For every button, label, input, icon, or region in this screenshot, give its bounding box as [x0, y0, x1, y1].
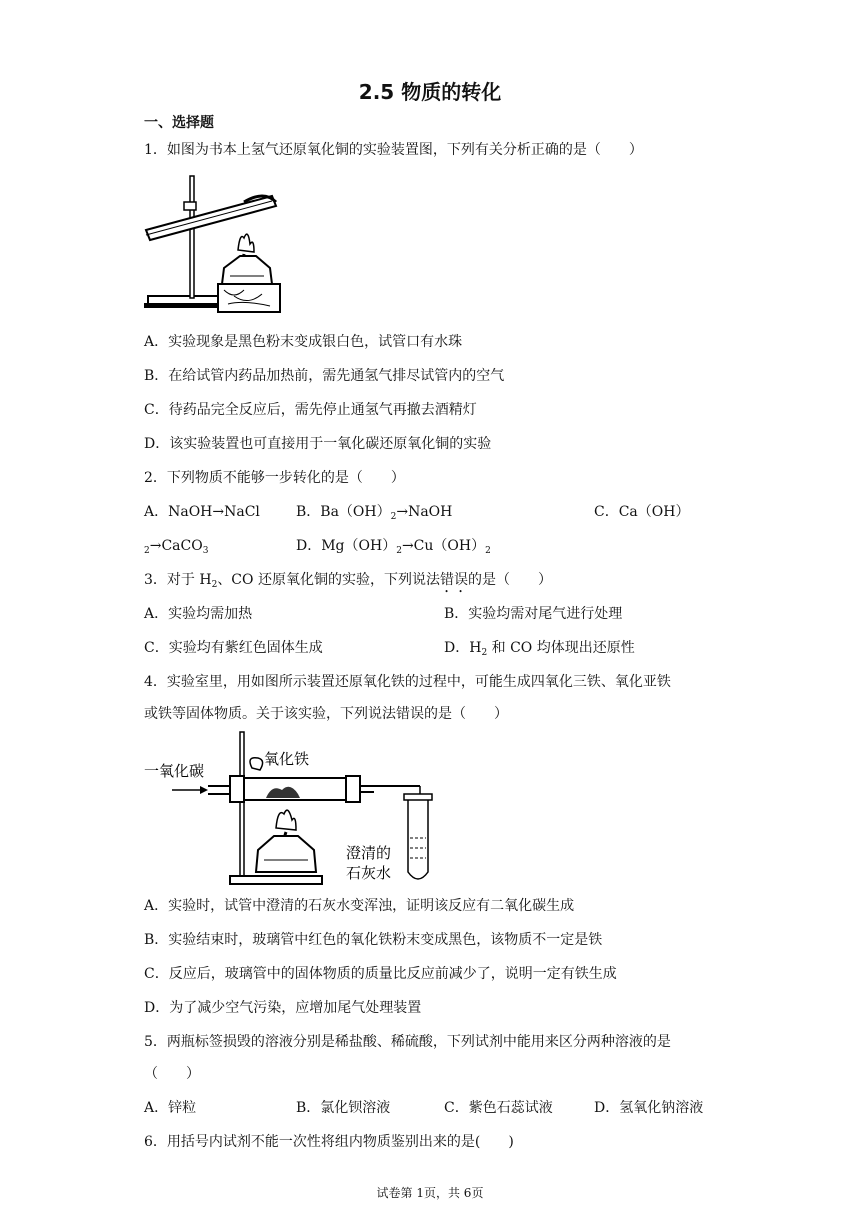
q1-stem: 1．如图为书本上氢气还原氧化铜的实验装置图，下列有关分析正确的是（ ）	[144, 142, 643, 158]
q5-stem-line2: （ ）	[144, 1066, 200, 1082]
q5-option-b: B．氯化钡溶液	[296, 1100, 391, 1116]
q4-option-b: B．实验结束时，玻璃管中红色的氧化铁粉末变成黑色，该物质不一定是铁	[144, 932, 603, 948]
q1-option-d: D．该实验装置也可直接用于一氧化碳还原氧化铜的实验	[144, 436, 492, 452]
q3-option-b: B．实验均需对尾气进行处理	[444, 606, 623, 622]
q1-option-a: A．实验现象是黑色粉末变成银白色，试管口有水珠	[144, 334, 463, 350]
label-carbon-monoxide: 一氧化碳	[144, 762, 205, 780]
q5-option-d: D．氢氧化钠溶液	[594, 1100, 704, 1116]
q6-stem: 6．用括号内试剂不能一次性将组内物质鉴别出来的是( )	[144, 1134, 514, 1150]
section-heading: 一、选择题	[144, 115, 214, 131]
q2-option-c-cont: $_2$→CaCO$_3$	[144, 538, 209, 556]
q5-stem-line1: 5．两瓶标签损毁的溶液分别是稀盐酸、稀硫酸，下列试剂中能用来区分两种溶液的是	[144, 1034, 671, 1050]
page-footer: 试卷第 1页，共 6页	[376, 1186, 484, 1200]
page-title: 2.5 物质的转化	[358, 80, 502, 104]
iron-oxide-reduction-apparatus-figure	[142, 728, 452, 888]
hydrogen-reduction-apparatus-figure	[144, 172, 294, 320]
q1-option-c: C．待药品完全反应后，需先停止通氢气再撤去酒精灯	[144, 402, 477, 418]
q3-option-a: A．实验均需加热	[144, 606, 253, 622]
q2-option-a: A．NaOH→NaCl	[144, 504, 260, 520]
q4-option-d: D．为了减少空气污染，应增加尾气处理装置	[144, 1000, 422, 1016]
q2-option-c: C．Ca（OH）	[594, 504, 690, 520]
q2-option-b: B．$Ba(OH)_2\to NaOH$	[296, 504, 453, 522]
q2-stem: 2．下列物质不能够一步转化的是（ ）	[144, 470, 405, 486]
q5-option-c: C．紫色石蕊试液	[444, 1100, 553, 1116]
q4-option-c: C．反应后，玻璃管中的固体物质的质量比反应前减少了，说明一定有铁生成	[144, 966, 617, 982]
q3-option-d: D．$H_2$ 和 CO 均体现出还原性	[444, 640, 635, 658]
label-iron-oxide: 氧化铁	[264, 750, 310, 768]
label-limewater-line2: 石灰水	[346, 864, 392, 882]
q4-stem-line1: 4．实验室里，用如图所示装置还原氧化铁的过程中，可能生成四氧化三铁、氧化亚铁	[144, 674, 671, 690]
q4-option-a: A．实验时，试管中澄清的石灰水变浑浊，证明该反应有二氧化碳生成	[144, 898, 575, 914]
q3-option-c: C．实验均有紫红色固体生成	[144, 640, 323, 656]
q5-option-a: A．锌粒	[144, 1100, 197, 1116]
q3-stem: 3．对于 $H_2$、CO 还原氧化铜的实验，下列说法错误的是（ ）	[144, 572, 552, 590]
q2-option-d: D．$Mg(OH)_2\to Cu(OH)_2$	[296, 538, 491, 556]
q4-stem-line2: 或铁等固体物质。关于该实验，下列说法错误的是（ ）	[144, 706, 508, 722]
label-limewater-line1: 澄清的	[346, 844, 392, 862]
q1-option-b: B．在给试管内药品加热前，需先通氢气排尽试管内的空气	[144, 368, 505, 384]
